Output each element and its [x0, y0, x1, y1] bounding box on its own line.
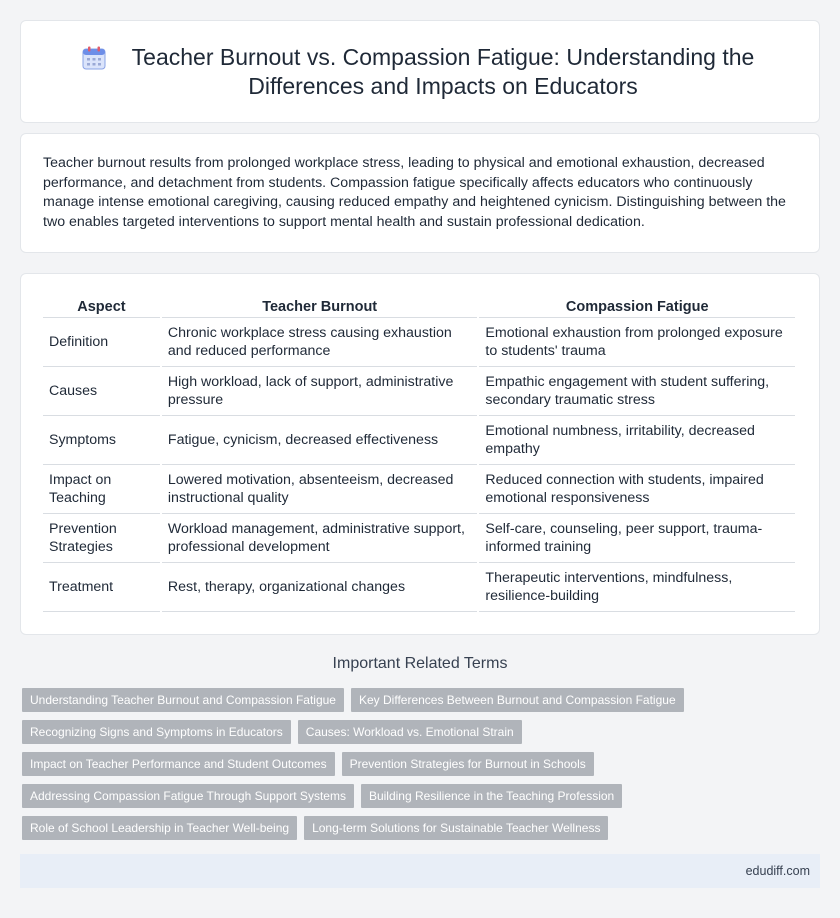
related-term-tag[interactable]: Key Differences Between Burnout and Compassion Fatigue — [351, 688, 684, 712]
row-compassion-fatigue: Emotional numbness, irritability, decreased empathy — [479, 416, 795, 465]
table-row — [43, 318, 795, 367]
intro-paragraph: Teacher burnout results from prolonged workplace stress, leading to physical and emotional exhaustion, decreased performance, and detachment from students. Compassion fatigue specifically affects educators who continuously manage intense emotional caregiving, causing reduced empathy and heightened cynicism. Distinguishing between the two enables targeted interventions to support mental health and sustain professional dedication. — [43, 155, 786, 230]
related-term-tag[interactable]: Recognizing Signs and Symptoms in Educators — [22, 720, 291, 744]
row-compassion-fatigue: Therapeutic interventions, mindfulness, resilience-building — [479, 563, 795, 612]
related-term-tag[interactable]: Addressing Compassion Fatigue Through Support Systems — [22, 784, 354, 808]
column-header-aspect: Aspect — [43, 296, 160, 318]
column-header-compassion-fatigue: Compassion Fatigue — [479, 296, 795, 318]
comparison-card — [20, 273, 820, 635]
related-term-tag[interactable]: Long-term Solutions for Sustainable Teacher Wellness — [304, 816, 608, 840]
related-terms-title: Important Related Terms — [332, 655, 508, 672]
row-compassion-fatigue: Emotional exhaustion from prolonged exposure to students' trauma — [479, 318, 795, 367]
table-row — [43, 465, 795, 514]
table-row — [43, 514, 795, 563]
page-title: Teacher Burnout vs. Compassion Fatigue: Understanding the Differences and Impacts on Educators — [131, 43, 755, 99]
row-teacher-burnout: Chronic workplace stress causing exhaustion and reduced performance — [162, 318, 478, 367]
row-aspect: Causes — [43, 367, 160, 416]
related-term-tag[interactable]: Building Resilience in the Teaching Profession — [361, 784, 622, 808]
row-teacher-burnout: Rest, therapy, organizational changes — [162, 563, 478, 612]
table-row — [43, 367, 795, 416]
row-teacher-burnout: Workload management, administrative support, professional development — [162, 514, 478, 563]
related-term-tag[interactable]: Role of School Leadership in Teacher Well-being — [22, 816, 297, 840]
tag-row — [22, 688, 822, 712]
column-header-teacher-burnout: Teacher Burnout — [162, 296, 478, 318]
related-term-tag[interactable]: Causes: Workload vs. Emotional Strain — [298, 720, 522, 744]
row-aspect: Symptoms — [43, 416, 160, 465]
tag-row — [22, 784, 822, 808]
row-aspect: Impact on Teaching — [43, 465, 160, 514]
related-term-tag[interactable]: Prevention Strategies for Burnout in Schools — [342, 752, 594, 776]
row-aspect: Treatment — [43, 563, 160, 612]
footer-site-link[interactable]: edudiff.com — [745, 864, 810, 878]
intro-card — [20, 133, 820, 253]
tag-row — [22, 752, 822, 776]
related-terms-list — [22, 688, 822, 848]
row-compassion-fatigue: Reduced connection with students, impaired emotional responsiveness — [479, 465, 795, 514]
row-aspect: Prevention Strategies — [43, 514, 160, 563]
row-teacher-burnout: Lowered motivation, absenteeism, decreased instructional quality — [162, 465, 478, 514]
row-compassion-fatigue: Empathic engagement with student suffering, secondary traumatic stress — [479, 367, 795, 416]
table-row — [43, 563, 795, 612]
tag-row — [22, 720, 822, 744]
calendar-icon — [81, 45, 107, 71]
table-header-row — [43, 296, 795, 318]
comparison-table — [41, 296, 797, 612]
title-wrap — [21, 43, 819, 101]
related-term-tag[interactable]: Impact on Teacher Performance and Student Outcomes — [22, 752, 335, 776]
row-aspect: Definition — [43, 318, 160, 367]
table-row — [43, 416, 795, 465]
footer — [20, 854, 820, 888]
header-card — [20, 20, 820, 123]
row-teacher-burnout: High workload, lack of support, administrative pressure — [162, 367, 478, 416]
tag-row — [22, 816, 822, 840]
row-teacher-burnout: Fatigue, cynicism, decreased effectiveness — [162, 416, 478, 465]
related-term-tag[interactable]: Understanding Teacher Burnout and Compassion Fatigue — [22, 688, 344, 712]
row-compassion-fatigue: Self-care, counseling, peer support, trauma-informed training — [479, 514, 795, 563]
